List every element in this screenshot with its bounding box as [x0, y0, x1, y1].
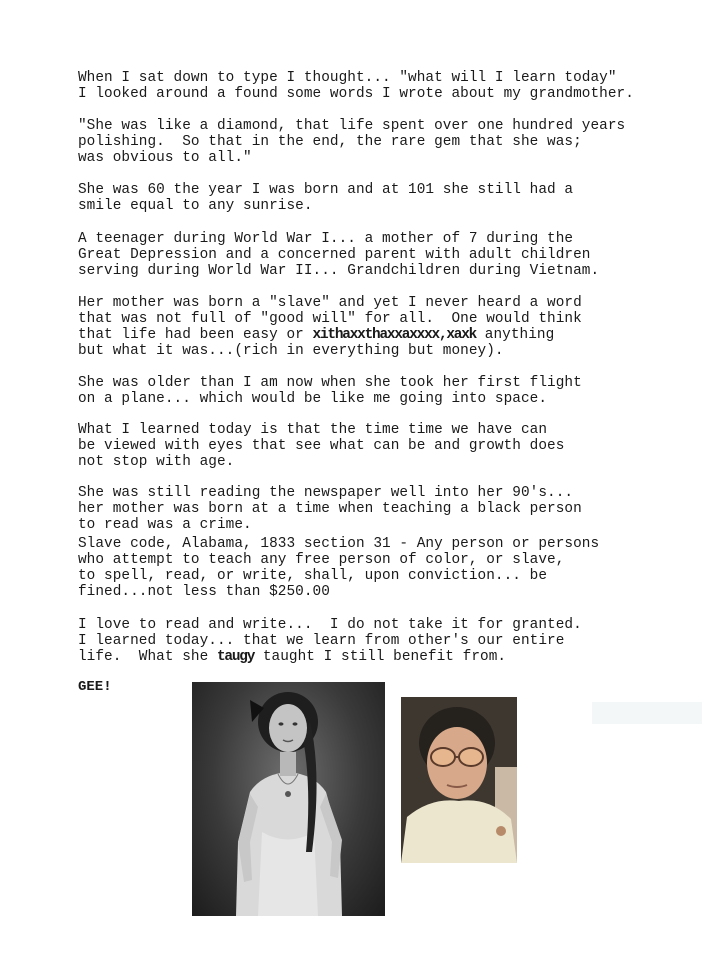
paragraph-slave-code: Slave code, Alabama, 1833 section 31 - Any person or persons who attempt to teach any free person of color, or slave, to spell, read, or write, shall, upon conviction... be fined...not less than $250.00	[78, 536, 600, 600]
portrait-young-woman-photo	[192, 682, 385, 916]
struck-out-text: xithaxxthaxxaxxxx,xaxk	[312, 327, 477, 343]
paragraph-intro: When I sat down to type I thought... "what will I learn today" I looked around a found some words I wrote about my grandmother.	[78, 70, 634, 102]
faint-mark	[592, 702, 702, 724]
elderly-woman-illustration	[401, 697, 517, 863]
paragraph-reading: She was still reading the newspaper well into her 90's... her mother was born at a time when teaching a black person to read was a crime.	[78, 485, 582, 533]
paragraph-age: She was 60 the year I was born and at 101 she still had a smile equal to any sunrise.	[78, 182, 574, 214]
paragraph-flight: She was older than I am now when she took her first flight on a plane... which would be like me going into space.	[78, 375, 582, 407]
portrait-elderly-woman-photo	[401, 697, 517, 863]
struck-out-text: taugy	[216, 649, 255, 665]
paragraph-mother: Her mother was born a "slave" and yet I never heard a word that was not full of "good will" for all. One would think that life had been easy or xithaxxthaxxaxxxx,xaxk anything but what it was...(rich in everything but money).	[78, 295, 582, 359]
paragraph-diamond-quote: "She was like a diamond, that life spent over one hundred years polishing. So that in the end, the rare gem that she was; was obvious to all."	[78, 118, 626, 166]
signature: GEE!	[78, 679, 112, 695]
paragraph-closing: I love to read and write... I do not take it for granted. I learned today... that we learn from other's our entire life. What she taugy taught I still benefit from.	[78, 617, 582, 665]
paragraph-wars: A teenager during World War I... a mother of 7 during the Great Depression and a concerned parent with adult children serving during World War II... Grandchildren during Vietnam.	[78, 231, 600, 279]
young-woman-illustration	[192, 682, 385, 916]
paragraph-learned: What I learned today is that the time time we have can be viewed with eyes that see what can be and growth does not stop with age.	[78, 422, 565, 470]
